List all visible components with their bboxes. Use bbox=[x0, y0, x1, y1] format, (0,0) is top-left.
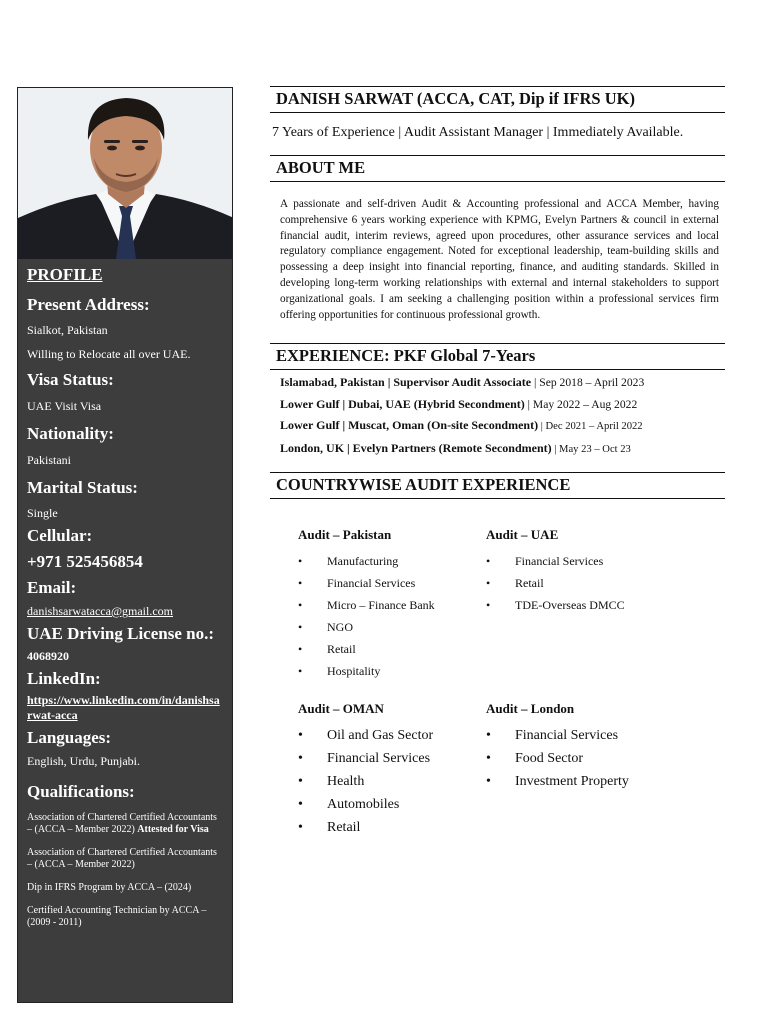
list-item: • Automobiles bbox=[298, 797, 400, 813]
cellular-number: +971 525456854 bbox=[27, 552, 143, 571]
countrywise-audit-grid bbox=[270, 499, 725, 849]
experience-item: Lower Gulf | Dubai, UAE (Hybrid Secondment) | May 2022 – Aug 2022 bbox=[280, 396, 638, 411]
audit-group-uae bbox=[486, 527, 625, 616]
list-item: • Micro – Finance Bank bbox=[298, 598, 435, 613]
audit-group-title: Audit – Pakistan bbox=[298, 527, 392, 543]
visa-status: UAE Visit Visa bbox=[27, 399, 102, 413]
summary-line: 7 Years of Experience | Audit Assistant Manager | Immediately Available. bbox=[272, 125, 684, 140]
audit-sector-list bbox=[486, 724, 629, 793]
audit-sector-list bbox=[298, 550, 435, 682]
countrywise-heading: COUNTRYWISE AUDIT EXPERIENCE bbox=[270, 472, 725, 499]
list-item: • Health bbox=[298, 774, 365, 790]
list-item: • Financial Services bbox=[298, 751, 431, 767]
profile-sidebar bbox=[17, 87, 233, 1003]
list-item: • Manufacturing bbox=[298, 554, 399, 569]
list-item: • Retail bbox=[298, 642, 356, 657]
experience-item: London, UK | Evelyn Partners (Remote Secondment) | May 23 – Oct 23 bbox=[280, 440, 631, 455]
qualification-item: Association of Chartered Certified Accountants – (ACCA – Member 2022) Attested for Visa bbox=[27, 812, 217, 835]
linkedin-link[interactable]: https://www.linkedin.com/in/danishsarwat-acca bbox=[27, 693, 220, 722]
email-label: Email: bbox=[27, 578, 77, 597]
audit-group-title: Audit – OMAN bbox=[298, 701, 384, 717]
qualification-item: Association of Chartered Certified Accountants – (ACCA – Member 2022) bbox=[27, 847, 217, 870]
name-title: DANISH SARWAT (ACCA, CAT, Dip if IFRS UK) bbox=[270, 86, 725, 113]
experience-heading: EXPERIENCE: PKF Global 7-Years bbox=[270, 343, 725, 370]
list-item: • Oil and Gas Sector bbox=[298, 728, 434, 744]
driving-license-number: 4068920 bbox=[27, 649, 69, 663]
list-item: • Financial Services bbox=[486, 554, 604, 569]
languages-label: Languages: bbox=[27, 728, 112, 747]
audit-sector-list bbox=[298, 724, 433, 839]
email-link[interactable]: danishsarwatacca@gmail.com bbox=[27, 604, 173, 618]
present-address-label: Present Address: bbox=[27, 295, 150, 314]
about-heading: ABOUT ME bbox=[270, 155, 725, 182]
audit-sector-list bbox=[486, 550, 625, 616]
experience-list bbox=[270, 372, 725, 460]
profile-photo bbox=[18, 88, 232, 259]
cellular-label: Cellular: bbox=[27, 526, 93, 545]
linkedin-label: LinkedIn: bbox=[27, 669, 101, 688]
list-item: • Retail bbox=[298, 820, 361, 836]
audit-group-oman bbox=[298, 701, 433, 839]
nationality: Pakistani bbox=[27, 453, 71, 467]
list-item: • TDE-Overseas DMCC bbox=[486, 598, 625, 613]
present-address: Sialkot, Pakistan bbox=[27, 323, 108, 337]
nationality-label: Nationality: bbox=[27, 424, 114, 443]
qualification-item: Certified Accounting Technician by ACCA – (2009 - 2011) bbox=[27, 905, 207, 928]
driving-license-label: UAE Driving License no.: bbox=[27, 624, 214, 643]
profile-heading: PROFILE bbox=[27, 265, 103, 284]
audit-group-pakistan bbox=[298, 527, 435, 682]
marital-status-label: Marital Status: bbox=[27, 478, 138, 497]
experience-item: Lower Gulf | Muscat, Oman (On-site Secondment) | Dec 2021 – April 2022 bbox=[280, 418, 643, 433]
qualifications-label: Qualifications: bbox=[27, 782, 135, 801]
visa-status-label: Visa Status: bbox=[27, 370, 114, 389]
experience-item: Islamabad, Pakistan | Supervisor Audit Associate | Sep 2018 – April 2023 bbox=[280, 375, 645, 390]
main-content bbox=[270, 86, 725, 849]
list-item: • Food Sector bbox=[486, 751, 584, 767]
list-item: • Hospitality bbox=[298, 664, 381, 679]
list-item: • Financial Services bbox=[298, 576, 416, 591]
relocate-note: Willing to Relocate all over UAE. bbox=[27, 347, 191, 361]
list-item: • Retail bbox=[486, 576, 544, 591]
audit-group-london bbox=[486, 701, 629, 793]
marital-status: Single bbox=[27, 506, 58, 520]
qualification-item: Dip in IFRS Program by ACCA – (2024) bbox=[27, 882, 192, 893]
list-item: • Investment Property bbox=[486, 774, 629, 790]
audit-group-title: Audit – London bbox=[486, 701, 575, 717]
languages: English, Urdu, Punjabi. bbox=[27, 754, 140, 768]
audit-group-title: Audit – UAE bbox=[486, 527, 559, 543]
list-item: • NGO bbox=[298, 620, 353, 635]
list-item: • Financial Services bbox=[486, 728, 619, 744]
about-text: A passionate and self-driven Audit & Accounting professional and ACCA Member, having comprehensive 6 years working experience with KPMG, Evelyn Partners & council in external financial audit, interim reviews, agreed upon procedures, other assurance services and local regulatory compliance engagement. Noted for exceptional leadership, team-building skills and possessing a deep insight into financial reporting, finance, and auditing standards. Skilled in developing long-term working relationships with external and internal stakeholders to support organizational goals. I am seeking a challenging position within a professional services firm offering opportunities for continuous professional growth. bbox=[280, 198, 719, 321]
